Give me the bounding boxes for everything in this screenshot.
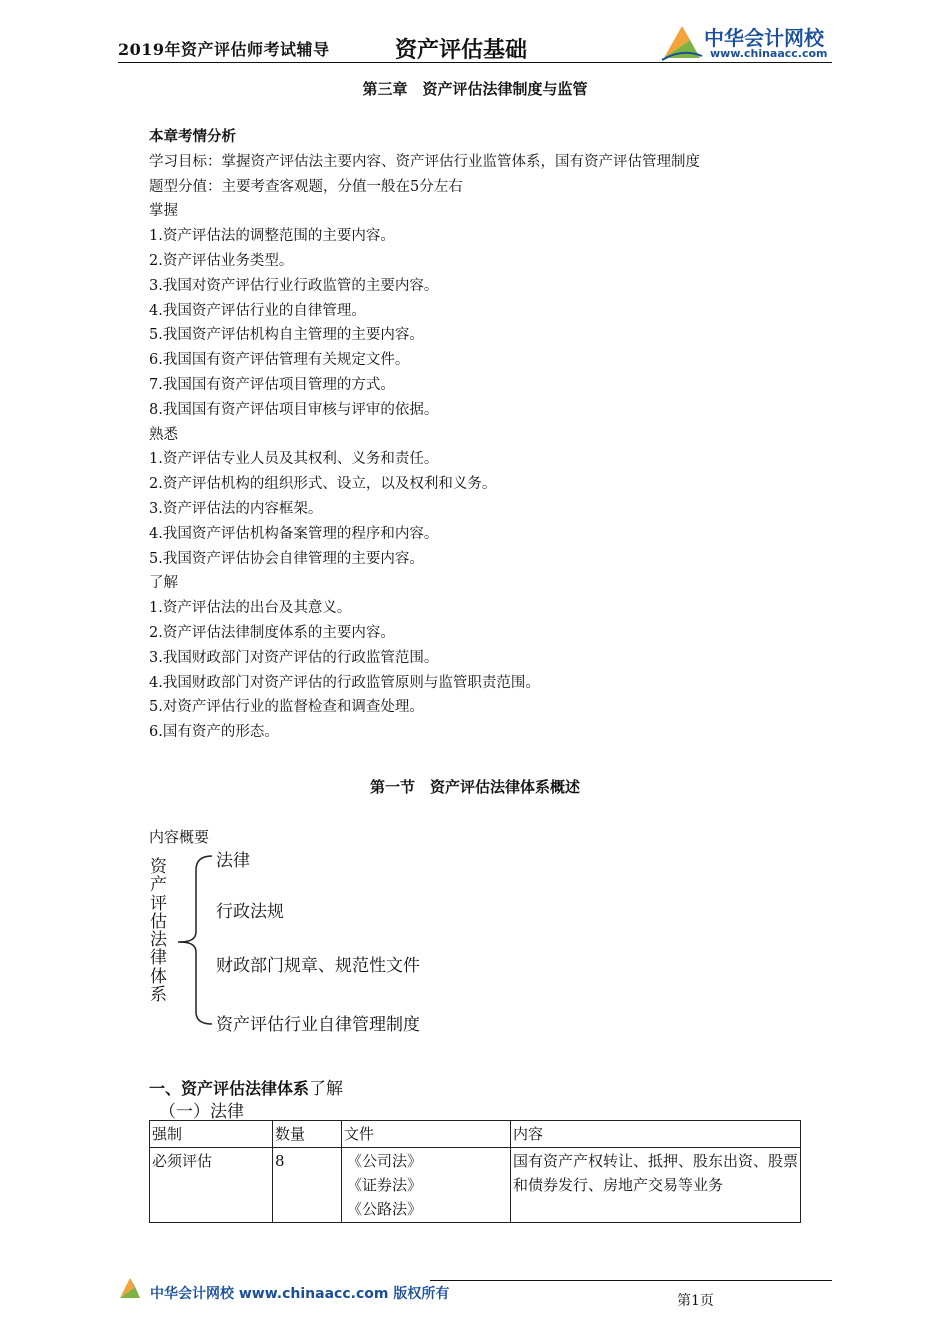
learning-goal: 学习目标：掌握资产评估法主要内容、资产评估行业监管体系，国有资产评估管理制度: [149, 153, 700, 170]
master-label: 掌握: [149, 203, 178, 220]
heading-legal-system-bold: 一、资产评估法律体系: [149, 1079, 310, 1098]
footer-copyright: 中华会计网校 www.chinaacc.com 版权所有: [150, 1286, 450, 1302]
cell-content: 国有资产产权转让、抵押、股东出资、股票和债券发行、房地产交易等业务: [511, 1148, 801, 1223]
list-item: 1.资产评估专业人员及其权利、义务和责任。: [149, 451, 439, 468]
list-item: 5.对资产评估行业的监督检查和调查处理。: [149, 699, 424, 716]
footer-logo-icon: [118, 1276, 142, 1302]
heading-legal-system: [149, 1074, 343, 1099]
tree-bracket: [170, 848, 220, 1028]
logo-url: www.chinaacc.com: [710, 47, 828, 60]
score-info: 题型分值：主要考查客观题，分值一般在5分左右: [149, 178, 463, 195]
col-header-files: 文件: [342, 1121, 511, 1148]
heading-law: （一）法律: [159, 1102, 244, 1122]
list-item: 8.我国国有资产评估项目审核与评审的依据。: [149, 401, 439, 418]
header-rule: [118, 62, 832, 63]
list-item: 2.资产评估业务类型。: [149, 252, 294, 269]
list-item: 4.我国资产评估行业的自律管理。: [149, 302, 366, 319]
list-item: 2.资产评估法律制度体系的主要内容。: [149, 624, 395, 641]
file-item: 《证券法》: [347, 1176, 423, 1194]
logo-name: 中华会计网校: [704, 26, 824, 50]
list-item: 3.我国对资产评估行业行政监管的主要内容。: [149, 277, 439, 294]
tree-leaf-admin-regulation: 行政法规: [216, 902, 284, 922]
page-number: 第1页: [677, 1293, 714, 1309]
analysis-heading: 本章考情分析: [149, 129, 236, 145]
list-item: 4.我国资产评估机构备案管理的程序和内容。: [149, 525, 439, 542]
cell-count: 8: [273, 1148, 342, 1223]
analysis-block: [149, 125, 700, 745]
col-header-count: 数量: [273, 1121, 342, 1148]
familiar-label: 熟悉: [149, 426, 178, 443]
understand-label: 了解: [149, 575, 178, 592]
table-row: [150, 1148, 801, 1223]
list-item: 2.资产评估机构的组织形式、设立，以及权利和义务。: [149, 476, 497, 493]
list-item: 6.我国国有资产评估管理有关规定文件。: [149, 352, 410, 369]
list-item: 3.资产评估法的内容框架。: [149, 500, 323, 517]
chapter-title: 第三章 资产评估法律制度与监管: [362, 80, 588, 98]
brand-logo: [660, 22, 835, 62]
header-exam-title: 2019年资产评估师考试辅导: [118, 40, 330, 59]
file-item: 《公司法》: [347, 1152, 423, 1170]
list-item: 1.资产评估法的调整范围的主要内容。: [149, 228, 395, 245]
tree-leaf-finance-rules: 财政部门规章、规范性文件: [216, 956, 420, 976]
tree-leaf-self-regulation: 资产评估行业自律管理制度: [216, 1015, 420, 1035]
heading-legal-system-level: 了解: [309, 1079, 344, 1099]
col-header-content: 内容: [511, 1121, 801, 1148]
list-item: 6.国有资产的形态。: [149, 724, 279, 741]
table-header-row: [150, 1121, 801, 1148]
overview-label: 内容概要: [149, 828, 210, 846]
col-header-force: 强制: [150, 1121, 273, 1148]
file-item: 《公路法》: [347, 1200, 423, 1218]
cell-force: 必须评估: [150, 1148, 273, 1223]
footer-rule: [430, 1280, 832, 1281]
list-item: 5.我国资产评估协会自律管理的主要内容。: [149, 550, 424, 567]
cell-files: [342, 1148, 511, 1223]
list-item: 4.我国财政部门对资产评估的行政监管原则与监管职责范围。: [149, 674, 540, 691]
tree-root: 资产评估法律体系: [150, 857, 167, 1006]
header-subject: 资产评估基础: [395, 37, 528, 63]
list-item: 1.资产评估法的出台及其意义。: [149, 600, 352, 617]
logo-triangle-icon: [660, 22, 704, 62]
list-item: 3.我国财政部门对资产评估的行政监管范围。: [149, 649, 439, 666]
law-table: [149, 1120, 801, 1223]
list-item: 7.我国国有资产评估项目管理的方式。: [149, 376, 395, 393]
section-title: 第一节 资产评估法律体系概述: [369, 778, 580, 796]
tree-leaf-law: 法律: [216, 851, 250, 871]
list-item: 5.我国资产评估机构自主管理的主要内容。: [149, 327, 424, 344]
